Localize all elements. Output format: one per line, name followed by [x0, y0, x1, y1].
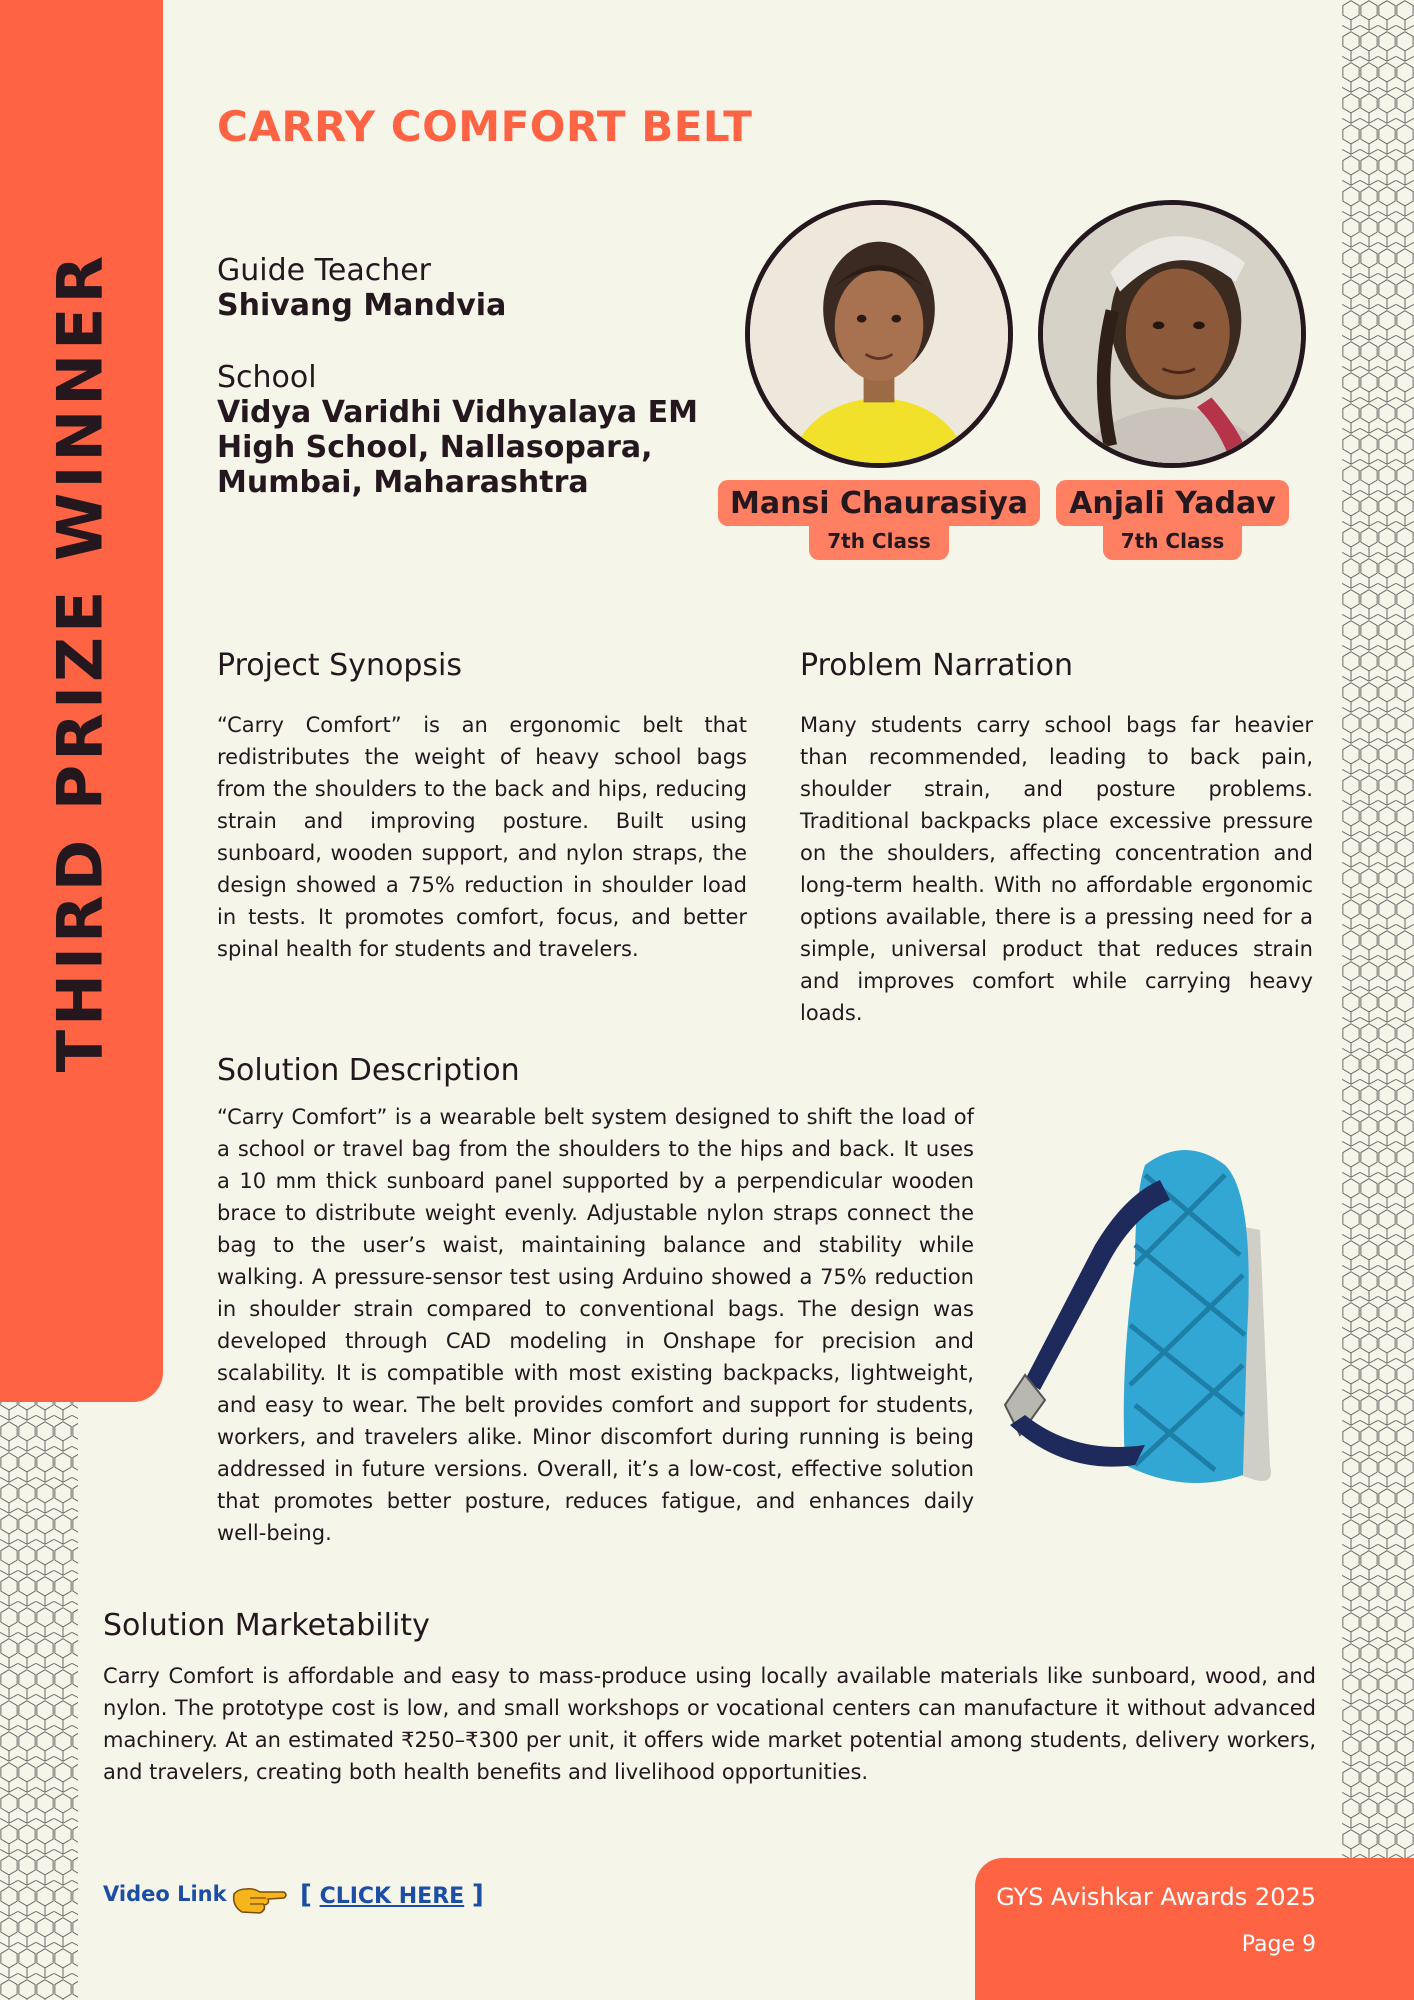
- footer-event: GYS Avishkar Awards 2025: [996, 1883, 1316, 1911]
- click-here-text[interactable]: CLICK HERE: [319, 1884, 465, 1909]
- marketability-heading: Solution Marketability: [103, 1608, 430, 1643]
- guide-teacher-label: Guide Teacher: [217, 253, 431, 288]
- pointing-hand-icon: [230, 1880, 288, 1916]
- hexagon-pattern-right: [1342, 0, 1414, 1860]
- student-photo-2: [1038, 200, 1306, 468]
- student-name-2: Anjali Yadav: [1056, 480, 1289, 526]
- video-click-here-link[interactable]: [300, 1880, 484, 1910]
- school-block: [217, 360, 717, 500]
- guide-teacher-name: Shivang Mandvia: [217, 288, 507, 323]
- page-title: CARRY COMFORT BELT: [217, 102, 753, 151]
- hexagon-pattern-left: [0, 1390, 78, 2000]
- student-class-1: 7th Class: [809, 522, 949, 560]
- solution-text: “Carry Comfort” is a wearable belt system designed to shift the load of a school or travel bag from the shoulders to the hips and back. It uses a 10 mm thick sunboard panel supported by a perpendicular wooden brace to distribute weight evenly. Adjustable nylon straps connect the bag to the user’s waist, maintaining balance and stability while walking. A pressure-sensor test using Arduino showed a 75% reduction in shoulder strain compared to conventional bags. The design was developed through CAD modeling in Onshape for precision and scalability. It is compatible with most existing backpacks, lightweight, and easy to wear. The belt provides comfort and support for students, workers, and travelers alike. Minor discomfort during running is being addressed in future versions. Overall, it’s a low-cost, effective solution that promotes better posture, reduces fatigue, and enhances daily well-being.: [217, 1105, 974, 1545]
- footer-page-number: Page 9: [1241, 1932, 1316, 1957]
- problem-heading: Problem Narration: [800, 648, 1074, 683]
- synopsis-heading: Project Synopsis: [217, 648, 462, 683]
- synopsis-text: “Carry Comfort” is an ergonomic belt that redistributes the weight of heavy school bags from the shoulders to the back and hips, reducing strain and improving posture. Built using sunboard, wooden support, and nylon straps, the design showed a 75% reduction in shoulder load in tests. It promotes comfort, focus, and better spinal health for students and travelers.: [217, 713, 747, 961]
- marketability-text: Carry Comfort is affordable and easy to mass-produce using locally available materials like sunboard, wood, and nylon. The prototype cost is low, and small workshops or vocational centers can manufacture it without advanced machinery. At an estimated ₹250–₹300 per unit, it offers wide market potential among students, delivery workers, and travelers, creating both health benefits and livelihood opportunities.: [103, 1664, 1316, 1784]
- belt-product-image: [985, 1135, 1285, 1495]
- close-bracket: ]: [471, 1880, 484, 1910]
- school-label: School: [217, 360, 317, 395]
- solution-heading: Solution Description: [217, 1053, 520, 1088]
- problem-text: Many students carry school bags far heavier than recommended, leading to back pain, shoulder strain, and posture problems. Traditional backpacks place excessive pressure on the shoulders, affecting concentration and long-term health. With no affordable ergonomic options available, there is a pressing need for a simple, universal product that reduces strain and improves comfort while carrying heavy loads.: [800, 713, 1313, 1025]
- student-name-1: Mansi Chaurasiya: [718, 480, 1040, 526]
- guide-teacher-block: [217, 253, 506, 323]
- open-bracket: [: [300, 1880, 312, 1910]
- side-banner-text: THIRD PRIZE WINNER: [43, 251, 117, 1073]
- student-photo-1: [745, 200, 1013, 468]
- school-name: Vidya Varidhi Vidhyalaya EM High School, Nallasopara, Mumbai, Maharashtra: [217, 395, 698, 500]
- video-link-label: Video Link: [103, 1882, 227, 1906]
- student-class-2: 7th Class: [1103, 522, 1242, 560]
- footer-box: [975, 1858, 1414, 2000]
